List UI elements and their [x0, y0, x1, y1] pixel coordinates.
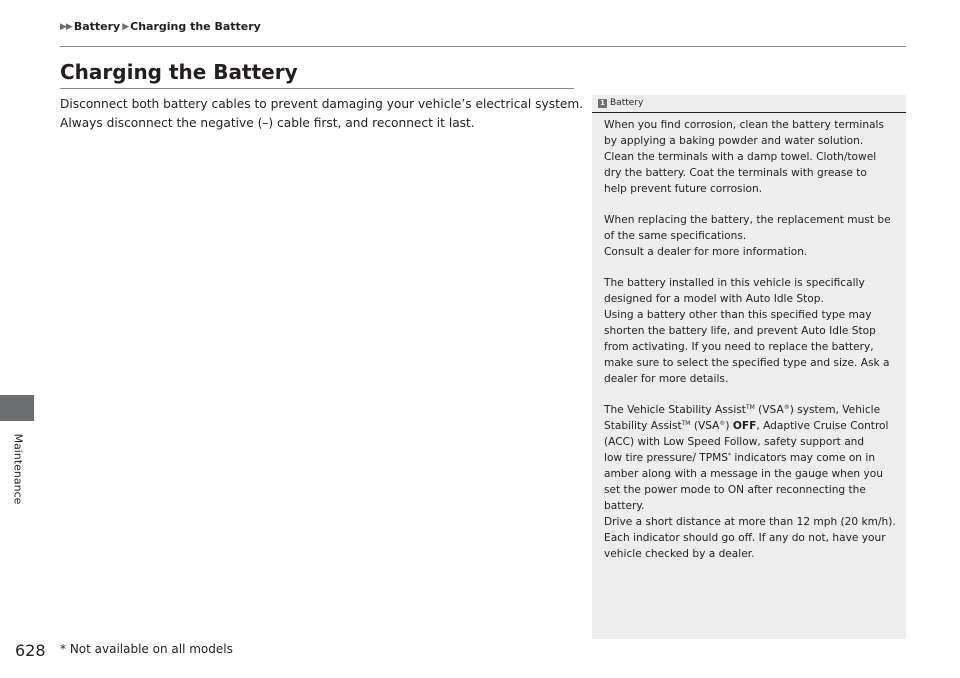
section-tab-label: Maintenance — [11, 433, 25, 505]
sidebar-line: Consult a dealer for more information. — [604, 246, 808, 258]
sidebar-line: Using a battery other than this specified type may — [604, 309, 872, 321]
title-divider — [60, 88, 574, 89]
sidebar-line: When replacing the battery, the replacement must be — [604, 214, 891, 226]
sidebar-line: amber along with a message in the gauge when you — [604, 468, 883, 480]
footnote-asterisk: * — [727, 452, 731, 459]
sidebar-line: The battery installed in this vehicle is specifically — [604, 277, 865, 289]
header-divider — [60, 46, 906, 47]
page-number: 628 — [15, 641, 46, 660]
sidebar-body — [604, 117, 904, 577]
sidebar-line: dry the battery. Coat the terminals with grease to — [604, 167, 867, 179]
sidebar-line: Each indicator should go off. If any do not, have your — [604, 532, 886, 544]
sidebar-line: The Vehicle Stability Assist™ (VSA®) system, Vehicle — [604, 404, 881, 416]
sidebar-line: make sure to select the specified type and size. Ask a — [604, 357, 890, 369]
breadcrumb-current-page: Charging the Battery — [130, 20, 261, 33]
sidebar-line: by applying a baking powder and water solution. — [604, 135, 864, 147]
sidebar-line: from activating. If you need to replace the battery, — [604, 341, 874, 353]
sidebar-line: (ACC) with Low Speed Follow, safety support and — [604, 436, 865, 448]
breadcrumb-arrow-icon: ▶ — [65, 21, 73, 32]
sidebar-paragraph-auto-idle-stop — [604, 275, 904, 387]
section-tab-marker — [0, 395, 34, 421]
sidebar-line: vehicle checked by a dealer. — [604, 548, 755, 560]
page-title: Charging the Battery — [60, 60, 298, 84]
sidebar-heading — [598, 98, 643, 108]
sidebar-note — [592, 95, 906, 639]
sidebar-heading-label: Battery — [610, 98, 644, 108]
sidebar-line: low tire pressure/ TPMS* indicators may come on in — [604, 452, 876, 464]
reference-marker-icon: 1 — [598, 99, 607, 108]
sidebar-line: shorten the battery life, and prevent Auto Idle Stop — [604, 325, 876, 337]
sidebar-divider — [592, 112, 906, 113]
breadcrumb-link-battery[interactable]: Battery — [73, 20, 121, 33]
vsa-off-label: OFF — [732, 420, 757, 432]
sidebar-line: When you find corrosion, clean the battery terminals — [604, 119, 884, 131]
sidebar-line: set the power mode to ON after reconnecting the — [604, 484, 866, 496]
footnote: * Not available on all models — [60, 642, 233, 656]
sidebar-paragraph-drive — [604, 514, 904, 562]
sidebar-line: Clean the terminals with a damp towel. Cloth/towel — [604, 151, 877, 163]
sidebar-paragraph-corrosion — [604, 117, 904, 197]
sidebar-line: Drive a short distance at more than 12 mph (20 km/h). — [604, 516, 896, 528]
sidebar-line: designed for a model with Auto Idle Stop. — [604, 293, 824, 305]
breadcrumb-arrow-icon: ▶ — [122, 21, 130, 32]
sidebar-line: battery. — [604, 500, 645, 512]
sidebar-paragraph-replacement — [604, 212, 904, 260]
sidebar-line: of the same specifications. — [604, 230, 747, 242]
sidebar-line: dealer for more details. — [604, 373, 729, 385]
body-text — [60, 95, 584, 132]
sidebar-line: Stability Assist™ (VSA®) OFF, Adaptive Cruise Control — [604, 420, 889, 432]
sidebar-paragraph-indicators — [604, 402, 904, 514]
body-line: Always disconnect the negative (–) cable first, and reconnect it last. — [60, 115, 475, 130]
breadcrumb — [60, 20, 263, 33]
sidebar-line: help prevent future corrosion. — [604, 183, 763, 195]
breadcrumb-arrow-icon: ▶ — [60, 21, 67, 32]
body-line: Disconnect both battery cables to prevent damaging your vehicle’s electrical system. — [60, 97, 584, 111]
